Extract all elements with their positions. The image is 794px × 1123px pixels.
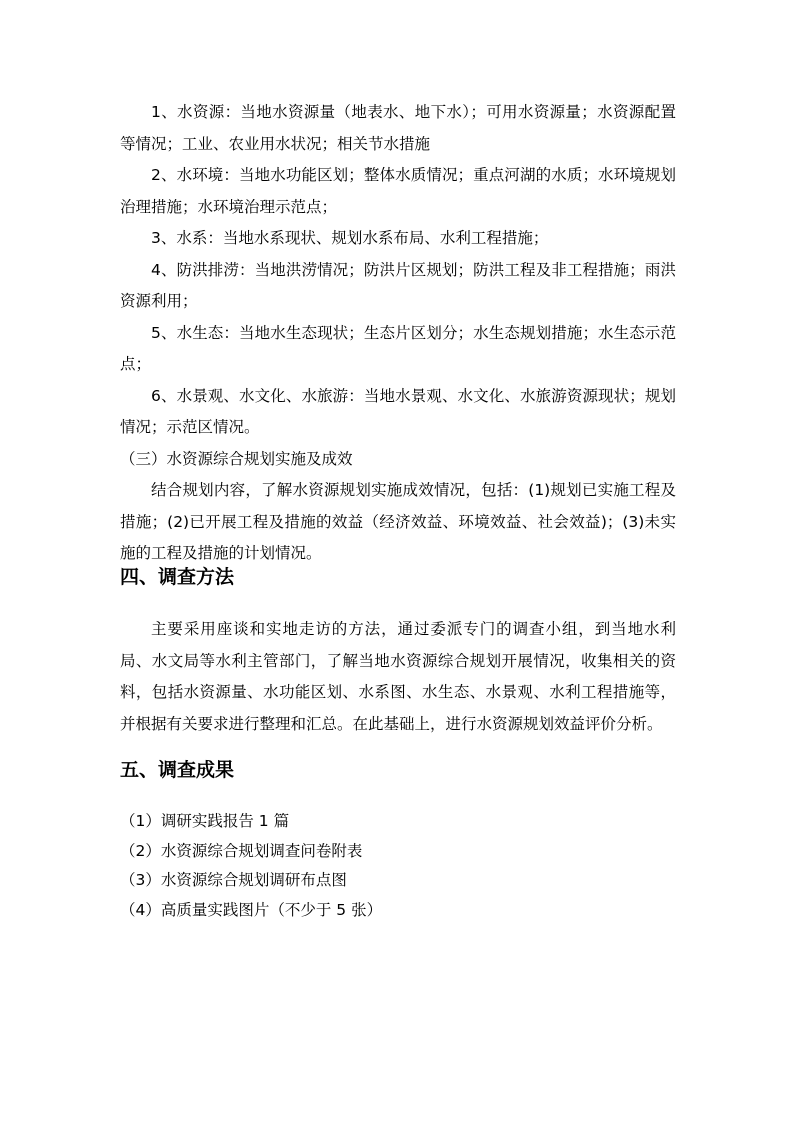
method-paragraph: 主要采用座谈和实地走访的方法，通过委派专门的调查小组，到当地水利局、水文局等水利主管部门，了解当地水资源综合规划开展情况，收集相关的资料，包括水资源量、水功能区划、水系图、水生态、水景观、水利工程措施等，并根据有关要求进行整理和汇总。在此基础上，进行水资源规划效益评价分析。 [120,620,676,733]
item-water-system: 3、水系：当地水系现状、规划水系布局、水利工程措施； [151,229,549,247]
item-water-ecology: 5、水生态：当地水生态现状；生态片区划分；水生态规划措施；水生态示范点； [120,323,676,373]
list-item: （4）高质量实践图片（不少于 5 张） [120,900,383,919]
section4-heading: 四、调查方法 [120,566,235,588]
list-item: （1）调研实践报告 1 篇 [120,812,290,830]
list-item: （3）水资源综合规划调研布点图 [120,871,347,889]
results-list [120,807,676,925]
item-water-resources: 1、水资源：当地水资源量（地表水、地下水）；可用水资源量；水资源配置等情况；工业、农业用水状况；相关节水措施 [120,103,676,153]
subheading-implementation: （三）水资源综合规划实施及成效 [120,449,353,468]
item-water-landscape: 6、水景观、水文化、水旅游：当地水景观、水文化、水旅游资源现状；规划情况；示范区情况。 [120,386,676,436]
implementation-paragraph: 结合规划内容，了解水资源规划实施成效情况，包括：(1)规划已实施工程及措施；(2)已开展工程及措施的效益（经济效益、环境效益、社会效益)；(3)未实施的工程及措施的计划情况。 [120,481,676,562]
item-water-environment: 2、水环境：当地水功能区划；整体水质情况；重点河湖的水质；水环境规划治理措施；水环境治理示范点； [120,166,676,216]
section5-heading: 五、调查成果 [120,759,235,781]
list-item: （2）水资源综合规划调查问卷附表 [120,841,363,860]
section4-body [120,614,676,740]
item-flood-control: 4、防洪排涝：当地洪涝情况；防洪片区规划；防洪工程及非工程措施；雨洪资源利用； [120,260,676,310]
research-content-block [120,97,676,570]
